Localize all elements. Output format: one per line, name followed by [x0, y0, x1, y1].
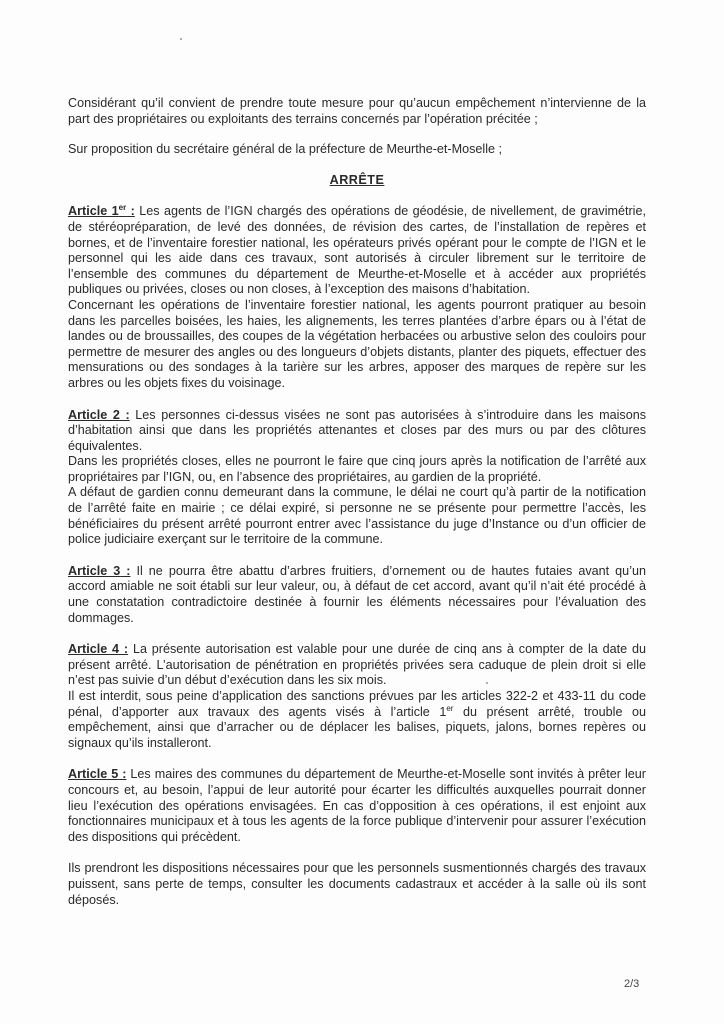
article-2-text-b: Dans les propriétés closes, elles ne pourront le faire que cinq jours après la notification de l’arrêté aux propriétaires par l’IGN, ou, en l’absence des propriétaires, au gardien de la propriété.	[68, 454, 646, 484]
article-2-text-a: Les personnes ci-dessus visées ne sont pas autorisées à s’introduire dans les maisons d’habitation ainsi que dans les propriétés attenantes et closes par des murs ou par des clôtures équivalentes.	[68, 407, 646, 453]
article-3	[68, 564, 646, 626]
document-page	[68, 96, 646, 908]
article-4-text-a: La présente autorisation est valable pour une durée de cinq ans à compter de la date du présent arrêté. L’autorisation de pénétration en propriétés privées sera caduque de plein droit si elle n’est pas suivie d’un début d’exécution dans les six mois.	[68, 642, 646, 688]
closing-paragraph: Ils prendront les dispositions nécessaires pour que les personnels susmentionnés chargés des travaux puissent, sans perte de temps, consulter les documents cadastraux et accéder à la salle où ils sont déposés.	[68, 861, 646, 907]
article-4	[68, 642, 646, 751]
article-4-text-b: Il est interdit, sous peine d’application des sanctions prévues par les articles 322-2 et 433-11 du code pénal, d’apporter aux travaux des agents visés à l’article 1er du présent arrêté, trouble ou empêchement, ainsi que d’arracher ou de déplacer les balises, piquets, jalons, bornes repères ou signaux qu’ils installeront.	[68, 689, 647, 750]
article-3-label: Article 3 :	[68, 563, 131, 578]
considerant-paragraph: Considérant qu’il convient de prendre toute mesure pour qu’aucun empêchement n’intervienne de la part des propriétaires ou exploitants des terrains concernés par l’opération précitée ;	[68, 96, 646, 126]
article-3-text-a: Il ne pourra être abattu d’arbres fruitiers, d’ornement ou de hautes futaies avant qu’un accord amiable ne soit établi sur leur valeur, ou, à défaut de cet accord, avant qu’il n’ait été procédé à une constatation contradictoire destinée à fournir les éléments nécessaires pour l’évaluation des dommages.	[68, 563, 646, 625]
article-2-text-c: A défaut de gardien connu demeurant dans la commune, le délai ne court qu’à partir de la notification de l’arrêté faite en mairie ; ce délai expiré, si personne ne se présente pour permettre l’accès, les bénéficiaires du présent arrêté pourront entrer avec l’assistance du juge d’Instance ou d’un officier de police judiciaire exerçant sur le territoire de la commune.	[68, 485, 646, 547]
article-5-text-a: Les maires des communes du département de Meurthe-et-Moselle sont invités à prêter leur concours et, au besoin, l’appui de leur autorité pour écarter les difficultés auxquelles pourrait donner lieu l’exécution des opérations envisagées. En cas d’opposition à ces opérations, il est enjoint aux fonctionnaires municipaux et à tous les agents de la force publique d’intervenir pour assurer l’exécution des dispositions qui précèdent.	[68, 767, 646, 844]
article-1	[68, 204, 646, 391]
article-4-label: Article 4 :	[68, 642, 129, 657]
article-2	[68, 408, 646, 548]
article-1-label: Article 1er :	[68, 203, 135, 219]
page-number: 2/3	[624, 978, 640, 990]
article-1-text-a: Les agents de l’IGN chargés des opérations de géodésie, de nivellement, de gravimétrie, de stéréopréparation, de levé des données, de révision des cartes, de l’installation de repères et bornes, et de l’inventaire forestier national, les opérateurs privés opérant pour le compte de l’IGN et le personnel qui les aide dans ces travaux, sont autorisés à circuler librement sur le territoire de l’ensemble des communes du département de Meurthe-et-Moselle et à accéder aux propriétés publiques ou privées, closes ou non closes, à l’exception des maisons d’habitation.	[68, 204, 646, 297]
article-5	[68, 767, 646, 845]
proposition-paragraph: Sur proposition du secrétaire général de la préfecture de Meurthe-et-Moselle ;	[68, 142, 503, 157]
article-5-label: Article 5 :	[68, 767, 127, 782]
decree-title: ARRÊTE	[329, 172, 385, 187]
scan-speck	[180, 38, 182, 40]
article-1-text-b: Concernant les opérations de l’inventaire forestier national, les agents pourront pratiquer au besoin dans les parcelles boisées, les haies, les alignements, les terres plantées d’arbre épars ou à l’état de landes ou de broussailles, des coupes de la végétation herbacées ou arbustive selon des couloirs pour permettre de mesurer des angles ou des longueurs d’objets distants, planter des piquets, effectuer des mensurations ou des sondages à la tarière sur les arbres, apposer des marques de repère sur les arbres ou les objets fixes du voisinage.	[68, 297, 646, 390]
article-2-label: Article 2 :	[68, 407, 130, 422]
